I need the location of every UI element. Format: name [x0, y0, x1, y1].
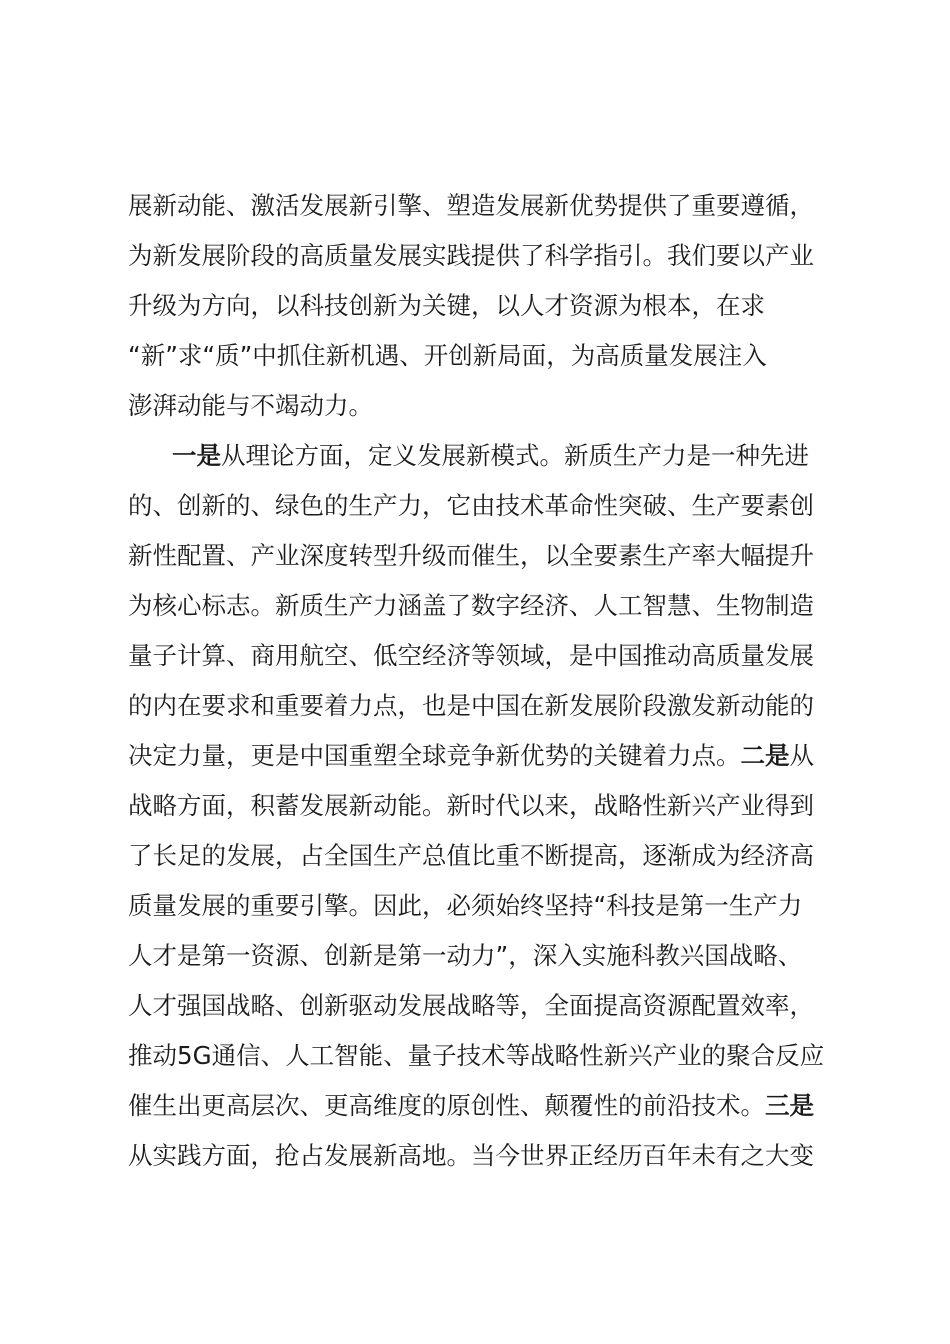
- text-line: 为核心标志。新质生产力涵盖了数字经济、人工智慧、生物制造: [128, 591, 814, 620]
- text-line: 人才强国战略、创新驱动发展战略等，全面提高资源配置效率，: [128, 991, 814, 1020]
- paragraph-first-line: [128, 431, 868, 481]
- text-line: 了长足的发展，占全国生产总值比重不断提高，逐渐成为经济高: [128, 841, 814, 870]
- text-line: 人才是第一资源、创新是第一动力”，深入实施科教兴国战略、: [128, 941, 803, 970]
- text-line: 战略方面，积蓄发展新动能。新时代以来，战略性新兴产业得到: [128, 791, 814, 820]
- text-line: [128, 731, 868, 781]
- text-line: 升级为方向，以科技创新为关键，以人才资源为根本，在求: [128, 291, 765, 320]
- text-line: 展新动能、激活发展新引擎、塑造发展新优势提供了重要遵循，: [128, 191, 814, 220]
- text-line: 量子计算、商用航空、低空经济等领域，是中国推动高质量发展: [128, 641, 814, 670]
- point-label-three: 三是: [765, 1091, 814, 1120]
- text-line: 澎湃动能与不竭动力。: [128, 391, 373, 420]
- text-line: 质量发展的重要引擎。因此，必须始终坚持“科技是第一生产力: [128, 891, 803, 920]
- body-text: [128, 181, 868, 1181]
- text-line: 为新发展阶段的高质量发展实践提供了科学指引。我们要以产业: [128, 241, 814, 270]
- text-line: 的、创新的、绿色的生产力，它由技术革命性突破、生产要素创: [128, 491, 814, 520]
- text-line: 新性配置、产业深度转型升级而催生，以全要素生产率大幅提升: [128, 541, 814, 570]
- text-line: [128, 1081, 868, 1131]
- text-line: “新”求“质”中抓住新机遇、开创新局面，为高质量发展注入: [128, 341, 767, 370]
- point-label-one: 一是: [172, 441, 221, 470]
- point-label-two: 二是: [740, 741, 790, 770]
- text-line: 的内在要求和重要着力点，也是中国在新发展阶段激发新动能的: [128, 691, 814, 720]
- text-span: 从理论方面，定义发展新模式。新质生产力是一种先进: [221, 441, 809, 470]
- text-line: 推动5G通信、人工智能、量子技术等战略性新兴产业的聚合反应: [128, 1041, 825, 1070]
- text-line: 从实践方面，抢占发展新高地。当今世界正经历百年未有之大变: [128, 1141, 814, 1170]
- text-span: 催生出更高层次、更高维度的原创性、颠覆性的前沿技术。: [128, 1091, 765, 1120]
- text-span: 从: [789, 741, 814, 770]
- text-span: 决定力量，更是中国重塑全球竞争新优势的关键着力点。: [128, 741, 741, 770]
